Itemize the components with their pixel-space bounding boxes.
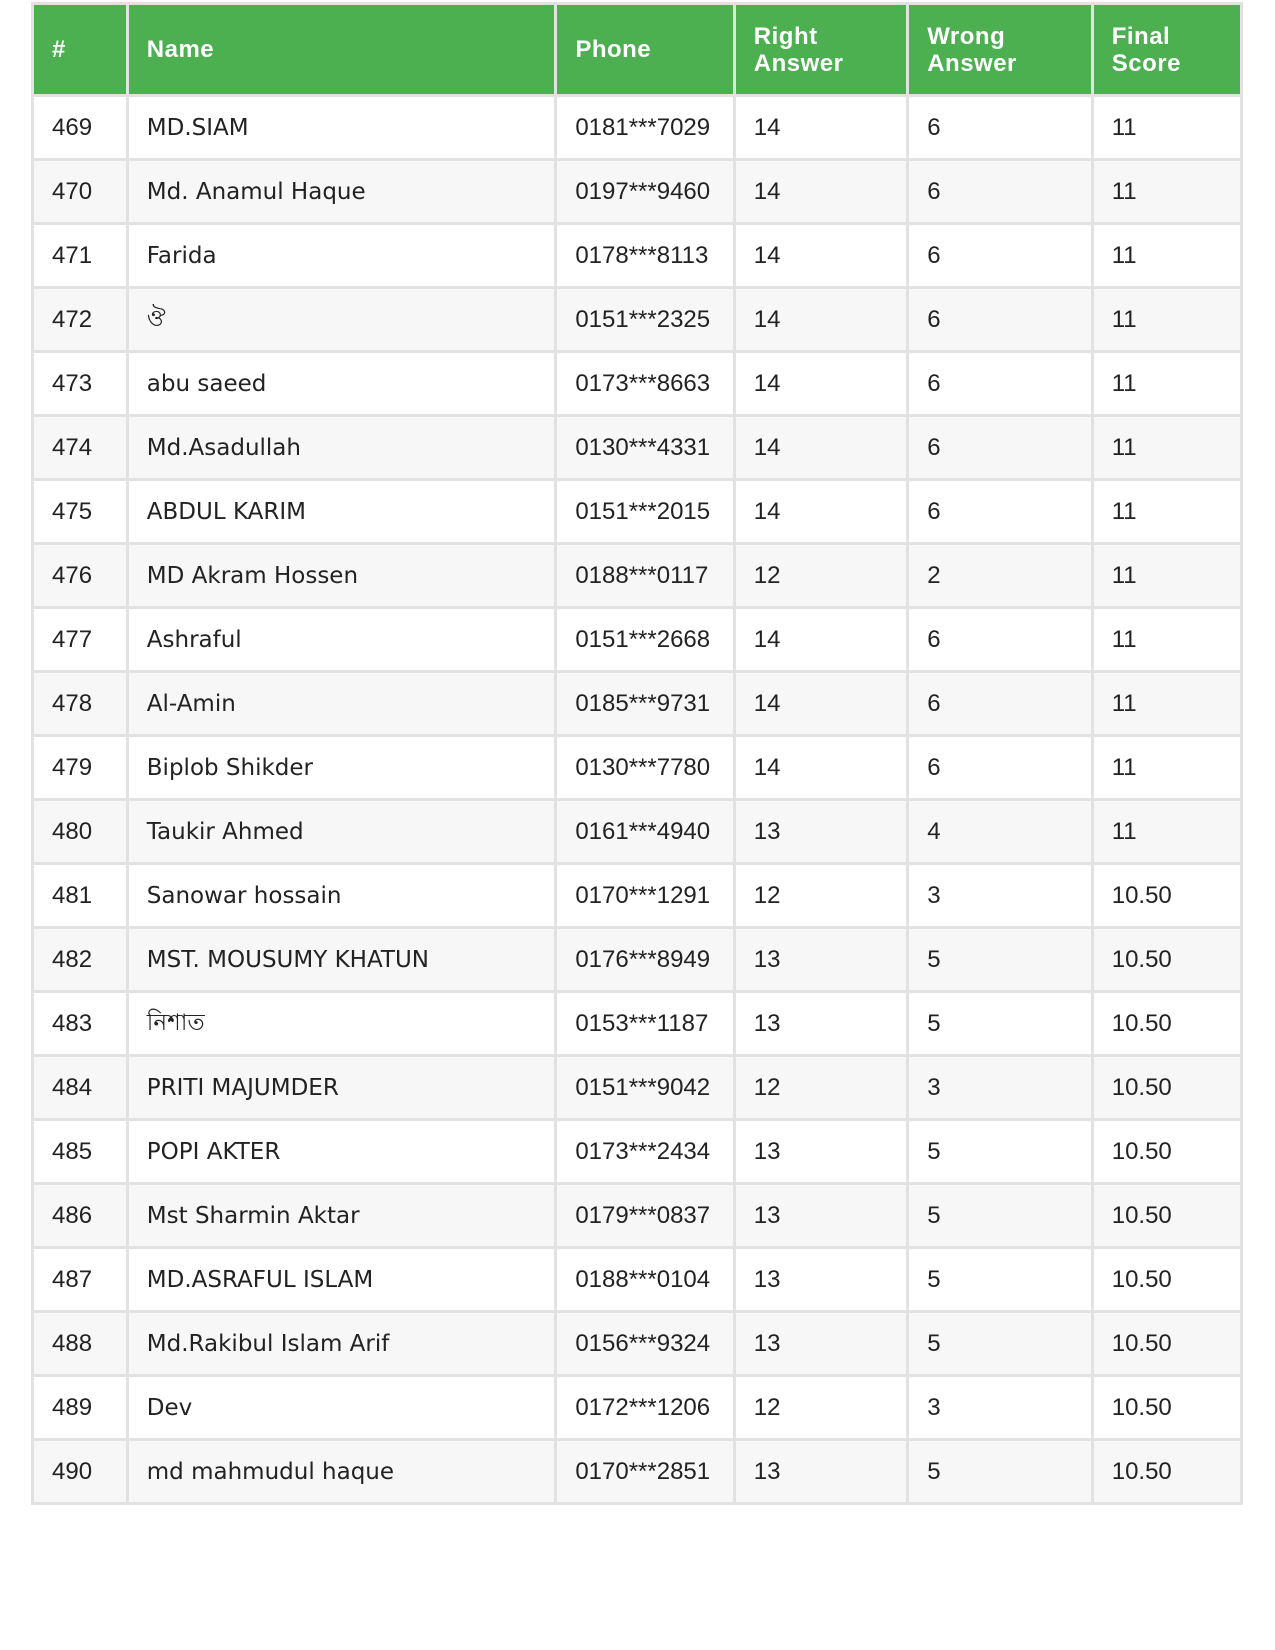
cell-rank: 469	[33, 96, 128, 160]
cell-name: MD.SIAM	[127, 96, 556, 160]
table-row	[33, 160, 1242, 224]
cell-phone: 0151***2325	[556, 288, 734, 352]
cell-final-score: 10.50	[1092, 1248, 1241, 1312]
cell-rank: 487	[33, 1248, 128, 1312]
cell-wrong-answer: 5	[908, 928, 1093, 992]
table-row	[33, 800, 1242, 864]
cell-name: Md.Rakibul Islam Arif	[127, 1312, 556, 1376]
cell-final-score: 11	[1092, 224, 1241, 288]
table-row	[33, 224, 1242, 288]
cell-name: Taukir Ahmed	[127, 800, 556, 864]
cell-phone: 0197***9460	[556, 160, 734, 224]
cell-phone: 0130***4331	[556, 416, 734, 480]
cell-right-answer: 14	[734, 352, 907, 416]
cell-final-score: 11	[1092, 672, 1241, 736]
cell-rank: 471	[33, 224, 128, 288]
cell-right-answer: 12	[734, 1056, 907, 1120]
cell-rank: 483	[33, 992, 128, 1056]
cell-name: Farida	[127, 224, 556, 288]
cell-phone: 0170***1291	[556, 864, 734, 928]
cell-name: Al-Amin	[127, 672, 556, 736]
cell-right-answer: 13	[734, 1120, 907, 1184]
cell-wrong-answer: 6	[908, 352, 1093, 416]
cell-name: Ashraful	[127, 608, 556, 672]
cell-rank: 478	[33, 672, 128, 736]
cell-name: নিশাত	[127, 992, 556, 1056]
cell-rank: 477	[33, 608, 128, 672]
cell-name: abu saeed	[127, 352, 556, 416]
cell-wrong-answer: 5	[908, 1184, 1093, 1248]
cell-final-score: 10.50	[1092, 1440, 1241, 1504]
cell-right-answer: 14	[734, 288, 907, 352]
cell-final-score: 11	[1092, 480, 1241, 544]
cell-name: Biplob Shikder	[127, 736, 556, 800]
cell-rank: 476	[33, 544, 128, 608]
table-row	[33, 96, 1242, 160]
table-row	[33, 544, 1242, 608]
cell-rank: 482	[33, 928, 128, 992]
cell-wrong-answer: 6	[908, 672, 1093, 736]
table-row	[33, 288, 1242, 352]
cell-phone: 0151***2668	[556, 608, 734, 672]
table-row	[33, 608, 1242, 672]
table-row	[33, 1440, 1242, 1504]
cell-right-answer: 13	[734, 992, 907, 1056]
cell-wrong-answer: 6	[908, 480, 1093, 544]
table-row	[33, 1120, 1242, 1184]
cell-right-answer: 14	[734, 224, 907, 288]
cell-phone: 0153***1187	[556, 992, 734, 1056]
cell-rank: 486	[33, 1184, 128, 1248]
cell-rank: 473	[33, 352, 128, 416]
cell-name: Dev	[127, 1376, 556, 1440]
cell-wrong-answer: 5	[908, 1248, 1093, 1312]
cell-right-answer: 13	[734, 800, 907, 864]
cell-wrong-answer: 5	[908, 1120, 1093, 1184]
cell-right-answer: 13	[734, 1440, 907, 1504]
cell-name: MD.ASRAFUL ISLAM	[127, 1248, 556, 1312]
cell-right-answer: 13	[734, 1184, 907, 1248]
table-row	[33, 1056, 1242, 1120]
cell-final-score: 11	[1092, 544, 1241, 608]
cell-right-answer: 14	[734, 480, 907, 544]
cell-phone: 0173***8663	[556, 352, 734, 416]
cell-phone: 0178***8113	[556, 224, 734, 288]
table-row	[33, 1312, 1242, 1376]
cell-rank: 479	[33, 736, 128, 800]
cell-rank: 472	[33, 288, 128, 352]
cell-wrong-answer: 5	[908, 1440, 1093, 1504]
cell-wrong-answer: 6	[908, 416, 1093, 480]
cell-right-answer: 14	[734, 672, 907, 736]
cell-phone: 0188***0104	[556, 1248, 734, 1312]
results-table	[31, 2, 1243, 1505]
cell-wrong-answer: 6	[908, 96, 1093, 160]
cell-right-answer: 14	[734, 736, 907, 800]
cell-rank: 474	[33, 416, 128, 480]
cell-final-score: 10.50	[1092, 1376, 1241, 1440]
cell-right-answer: 14	[734, 96, 907, 160]
cell-right-answer: 14	[734, 160, 907, 224]
table-row	[33, 672, 1242, 736]
cell-name: Mst Sharmin Aktar	[127, 1184, 556, 1248]
header-right-answer: Right Answer	[734, 4, 907, 96]
cell-final-score: 10.50	[1092, 1312, 1241, 1376]
cell-phone: 0151***2015	[556, 480, 734, 544]
cell-final-score: 10.50	[1092, 1056, 1241, 1120]
header-wrong-answer: Wrong Answer	[908, 4, 1093, 96]
cell-name: Sanowar hossain	[127, 864, 556, 928]
cell-rank: 490	[33, 1440, 128, 1504]
cell-name: Md. Anamul Haque	[127, 160, 556, 224]
cell-wrong-answer: 2	[908, 544, 1093, 608]
cell-final-score: 10.50	[1092, 992, 1241, 1056]
cell-name: md mahmudul haque	[127, 1440, 556, 1504]
table-body	[33, 96, 1242, 1504]
cell-final-score: 11	[1092, 288, 1241, 352]
cell-phone: 0130***7780	[556, 736, 734, 800]
cell-rank: 470	[33, 160, 128, 224]
cell-final-score: 11	[1092, 800, 1241, 864]
cell-final-score: 10.50	[1092, 864, 1241, 928]
table-row	[33, 416, 1242, 480]
cell-final-score: 11	[1092, 96, 1241, 160]
table-row	[33, 1376, 1242, 1440]
header-rank: #	[33, 4, 128, 96]
table-row	[33, 352, 1242, 416]
cell-right-answer: 12	[734, 544, 907, 608]
cell-rank: 475	[33, 480, 128, 544]
cell-final-score: 11	[1092, 352, 1241, 416]
cell-right-answer: 12	[734, 1376, 907, 1440]
cell-final-score: 11	[1092, 416, 1241, 480]
cell-rank: 484	[33, 1056, 128, 1120]
cell-wrong-answer: 3	[908, 864, 1093, 928]
cell-name: ABDUL KARIM	[127, 480, 556, 544]
cell-final-score: 11	[1092, 608, 1241, 672]
cell-name: MD Akram Hossen	[127, 544, 556, 608]
cell-right-answer: 14	[734, 608, 907, 672]
cell-wrong-answer: 3	[908, 1376, 1093, 1440]
cell-phone: 0185***9731	[556, 672, 734, 736]
cell-wrong-answer: 3	[908, 1056, 1093, 1120]
cell-right-answer: 13	[734, 1248, 907, 1312]
cell-name: MST. MOUSUMY KHATUN	[127, 928, 556, 992]
cell-final-score: 10.50	[1092, 1184, 1241, 1248]
cell-phone: 0170***2851	[556, 1440, 734, 1504]
cell-wrong-answer: 4	[908, 800, 1093, 864]
table-row	[33, 1248, 1242, 1312]
table-row	[33, 1184, 1242, 1248]
cell-rank: 485	[33, 1120, 128, 1184]
header-row	[33, 4, 1242, 96]
cell-phone: 0173***2434	[556, 1120, 734, 1184]
cell-name: Md.Asadullah	[127, 416, 556, 480]
table-header	[33, 4, 1242, 96]
cell-phone: 0156***9324	[556, 1312, 734, 1376]
cell-wrong-answer: 6	[908, 736, 1093, 800]
cell-phone: 0179***0837	[556, 1184, 734, 1248]
header-phone: Phone	[556, 4, 734, 96]
table-row	[33, 736, 1242, 800]
cell-phone: 0161***4940	[556, 800, 734, 864]
cell-rank: 489	[33, 1376, 128, 1440]
cell-phone: 0188***0117	[556, 544, 734, 608]
cell-rank: 481	[33, 864, 128, 928]
cell-final-score: 10.50	[1092, 1120, 1241, 1184]
cell-final-score: 11	[1092, 736, 1241, 800]
cell-phone: 0181***7029	[556, 96, 734, 160]
cell-phone: 0151***9042	[556, 1056, 734, 1120]
table-row	[33, 992, 1242, 1056]
header-final-score: Final Score	[1092, 4, 1241, 96]
header-name: Name	[127, 4, 556, 96]
cell-right-answer: 13	[734, 1312, 907, 1376]
cell-phone: 0176***8949	[556, 928, 734, 992]
cell-name: PRITI MAJUMDER	[127, 1056, 556, 1120]
cell-rank: 480	[33, 800, 128, 864]
table-row	[33, 928, 1242, 992]
cell-final-score: 11	[1092, 160, 1241, 224]
cell-wrong-answer: 6	[908, 288, 1093, 352]
cell-wrong-answer: 5	[908, 1312, 1093, 1376]
cell-wrong-answer: 6	[908, 608, 1093, 672]
cell-phone: 0172***1206	[556, 1376, 734, 1440]
table-row	[33, 480, 1242, 544]
cell-rank: 488	[33, 1312, 128, 1376]
cell-name: POPI AKTER	[127, 1120, 556, 1184]
cell-name: ঔ	[127, 288, 556, 352]
cell-right-answer: 12	[734, 864, 907, 928]
table-row	[33, 864, 1242, 928]
cell-right-answer: 14	[734, 416, 907, 480]
cell-wrong-answer: 6	[908, 160, 1093, 224]
cell-wrong-answer: 5	[908, 992, 1093, 1056]
cell-right-answer: 13	[734, 928, 907, 992]
cell-final-score: 10.50	[1092, 928, 1241, 992]
cell-wrong-answer: 6	[908, 224, 1093, 288]
